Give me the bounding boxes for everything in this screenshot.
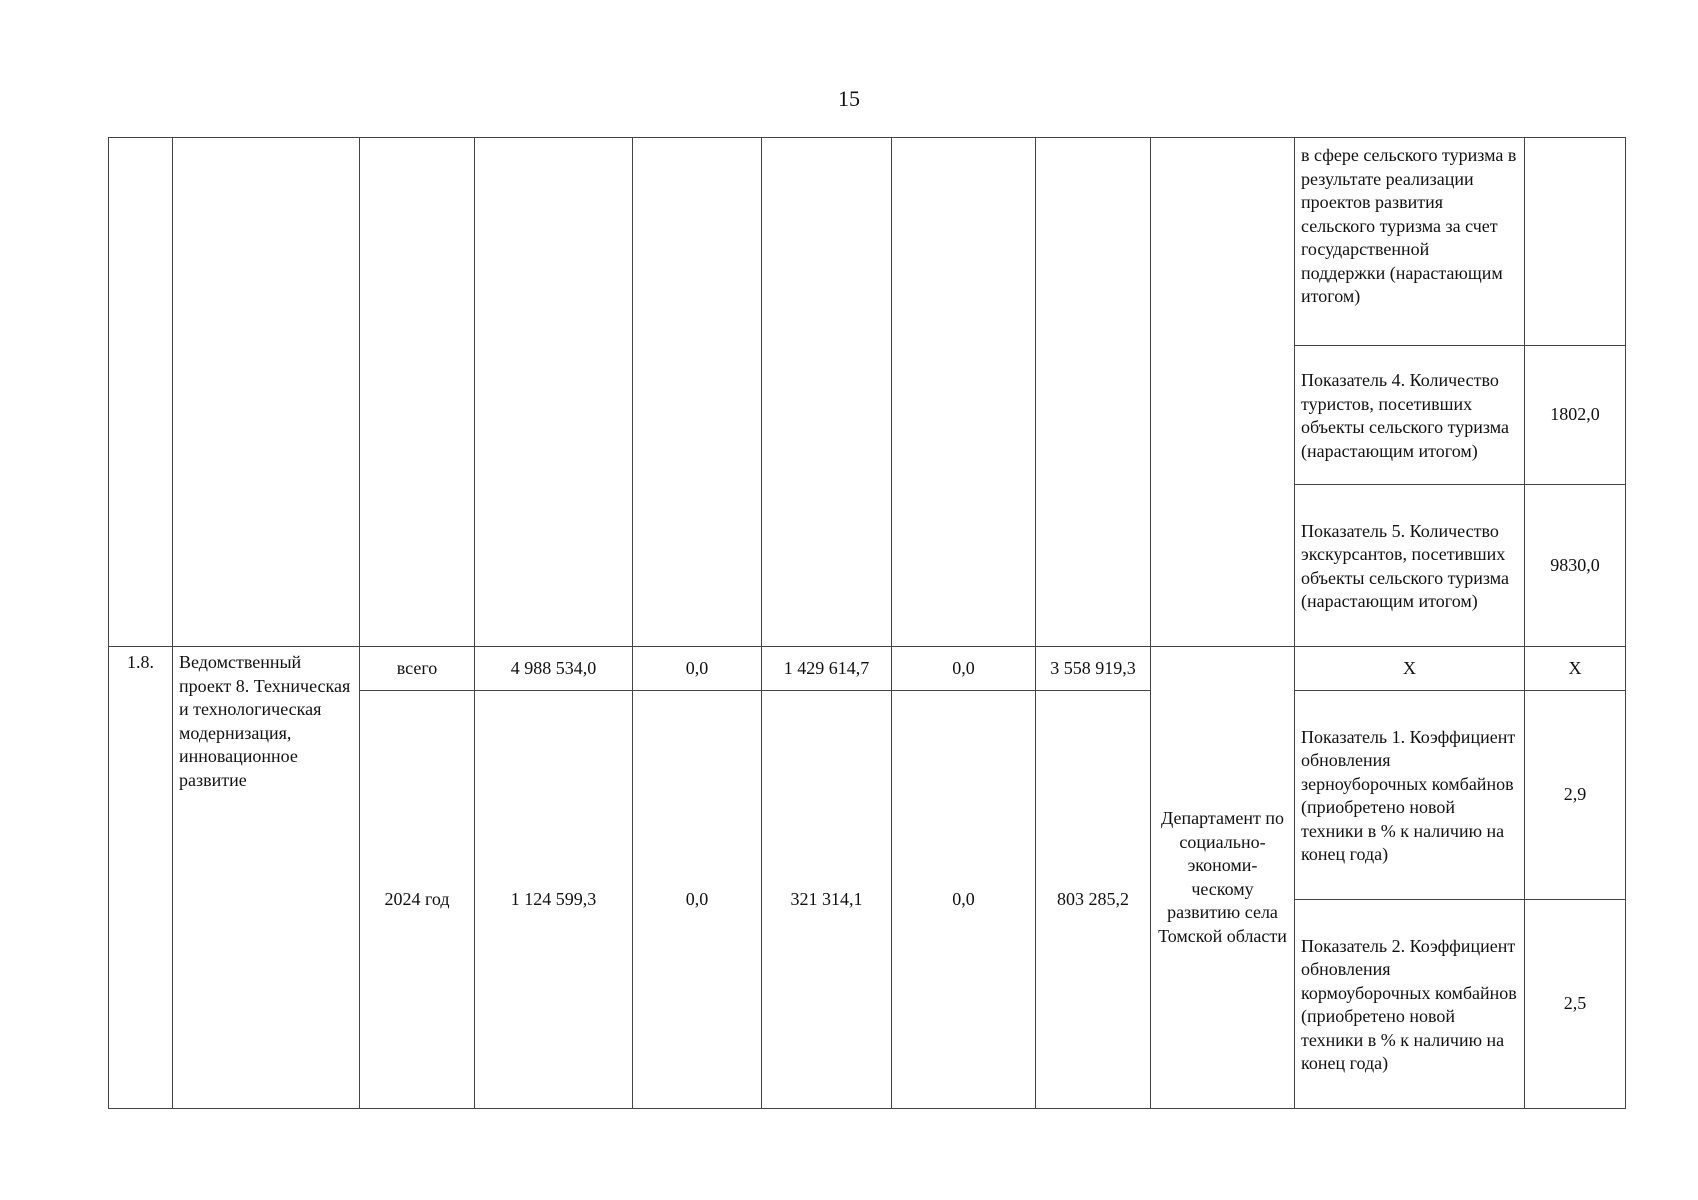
table-row <box>109 138 1626 346</box>
total-cell: 1 124 599,3 <box>475 691 633 1109</box>
regional-cell: 321 314,1 <box>762 691 892 1109</box>
empty-cell <box>173 138 360 647</box>
extra-cell: 803 285,2 <box>1036 691 1151 1109</box>
empty-cell <box>633 138 762 647</box>
indicator-2-text: Показатель 2. Коэффициент обновления кормоуборочных комбайнов (приобретено новой техники в % к наличию на конец года) <box>1295 900 1525 1109</box>
responsible-department: Департамент по социально-экономи-ческому развитию села Томской области <box>1151 647 1295 1109</box>
empty-cell <box>475 138 633 647</box>
local-cell: 0,0 <box>892 691 1036 1109</box>
local-cell: 0,0 <box>892 647 1036 691</box>
period-cell: 2024 год <box>360 691 475 1109</box>
program-table <box>108 137 1626 1109</box>
empty-cell <box>762 138 892 647</box>
total-cell: 4 988 534,0 <box>475 647 633 691</box>
row-number: 1.8. <box>109 647 173 1109</box>
table-row <box>109 647 1626 691</box>
indicator-1-value: 2,9 <box>1525 691 1626 900</box>
regional-cell: 1 429 614,7 <box>762 647 892 691</box>
empty-cell <box>360 138 475 647</box>
empty-cell <box>892 138 1036 647</box>
project-name: Ведомственный проект 8. Техническая и технологическая модернизация, инновационное развитие <box>173 647 360 1109</box>
indicator-1-text: Показатель 1. Коэффициент обновления зерноуборочных комбайнов (приобретено новой техники в % к наличию на конец года) <box>1295 691 1525 900</box>
indicator-5-text: Показатель 5. Количество экскурсантов, посетивших объекты сельского туризма (нарастающим итогом) <box>1295 485 1525 647</box>
indicator-header-value: Х <box>1525 647 1626 691</box>
page-number: 15 <box>838 86 860 111</box>
federal-cell: 0,0 <box>633 691 762 1109</box>
empty-cell <box>1151 138 1295 647</box>
indicator-header-text: Х <box>1295 647 1525 691</box>
indicator-4-value: 1802,0 <box>1525 346 1626 485</box>
indicator-2-value: 2,5 <box>1525 900 1626 1109</box>
indicator-continuation-text: в сфере сельского туризма в результате реализации проектов развития сельского туризма за счет государственной поддержки (нарастающим итогом) <box>1295 138 1525 346</box>
indicator-5-value: 9830,0 <box>1525 485 1626 647</box>
empty-cell <box>1525 138 1626 346</box>
empty-cell <box>109 138 173 647</box>
period-cell: всего <box>360 647 475 691</box>
federal-cell: 0,0 <box>633 647 762 691</box>
extra-cell: 3 558 919,3 <box>1036 647 1151 691</box>
empty-cell <box>1036 138 1151 647</box>
indicator-4-text: Показатель 4. Количество туристов, посетивших объекты сельского туризма (нарастающим итогом) <box>1295 346 1525 485</box>
